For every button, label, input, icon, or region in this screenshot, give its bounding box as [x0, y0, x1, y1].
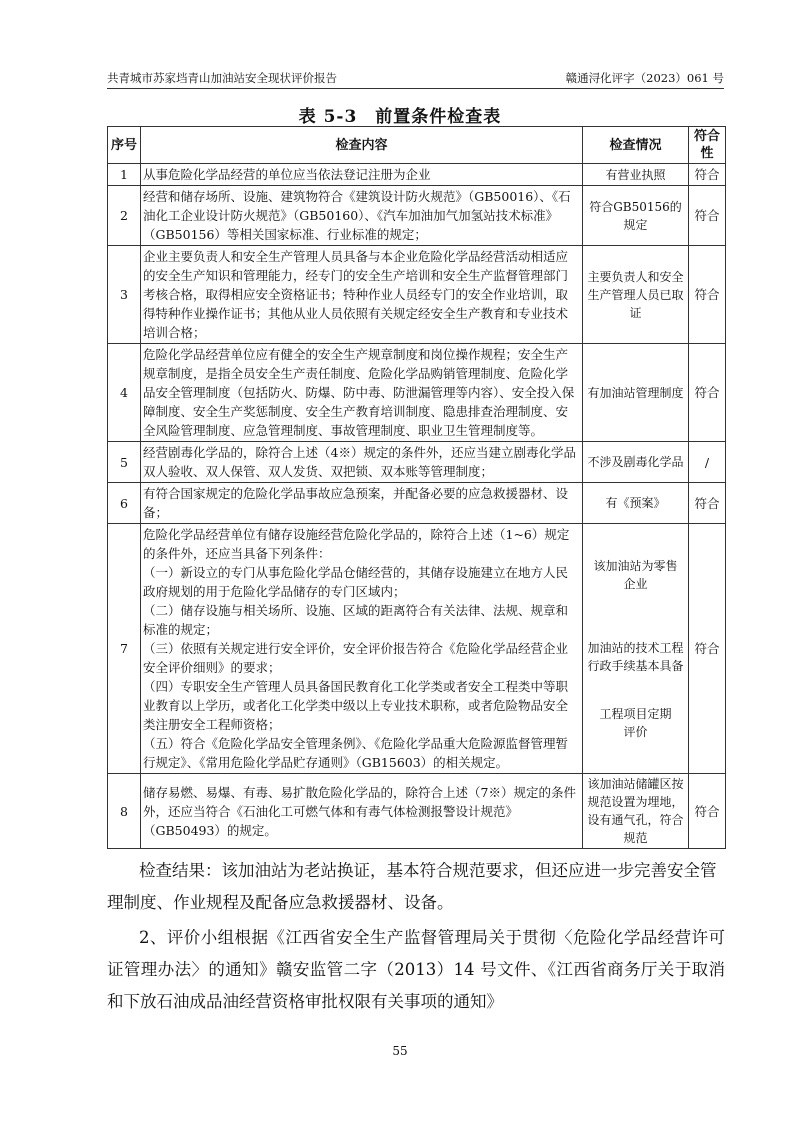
row-content-line: （三）依照有关规定进行安全评价，安全评价报告符合《危险化学品经营企业安全评价细则》的要求； [143, 641, 569, 675]
table-row [108, 774, 726, 849]
row-status: 有营业执照 [583, 164, 689, 186]
row-result: 符合 [689, 186, 726, 246]
row-status-line: 工程项目定期评价 [599, 706, 672, 739]
row-content-line: （四）专职安全生产管理人员具备国民教育化工化学类或者安全工程类中等职业教育以上学历，或者化工化学类中级以上专业技术职称，或者危险物品安全类注册安全工程师资格； [143, 679, 569, 732]
page-number: 55 [392, 1044, 408, 1058]
table-row [108, 186, 726, 246]
row-result: 符合 [689, 483, 726, 524]
col-header-no: 序号 [108, 127, 141, 164]
row-content-line: （二）储存设施与相关场所、设施、区域的距离符合有关法律、法规、规章和标准的规定； [143, 603, 569, 637]
row-number: 3 [108, 246, 141, 344]
row-status: 符合GB50156的规定 [583, 186, 689, 246]
row-number: 2 [108, 186, 141, 246]
table-row [108, 524, 726, 774]
page-header [107, 66, 724, 89]
table-header-row [108, 127, 726, 164]
check-conclusion: 检查结果：该加油站为老站换证，基本符合规范要求，但还应进一步完善安全管理制度、作业规程及配备应急救援器材、设备。 [107, 861, 717, 912]
row-status-line: 加油站的技术工程行政手续基本具备 [587, 640, 684, 673]
row-content: 经营剧毒化学品的，除符合上述（4※）规定的条件外，还应当建立剧毒化学品双人验收、双人保管、双人发货、双把锁、双本账等管理制度； [141, 442, 583, 483]
row-content: 有符合国家规定的危险化学品事故应急预案，并配备必要的应急救援器材、设备； [141, 483, 583, 524]
row-status: 有《预案》 [583, 483, 689, 524]
row-status: 有加油站管理制度 [583, 344, 689, 442]
body-paragraph: 2、评价小组根据《江西省安全生产监督管理局关于贯彻〈危险化学品经营许可证管理办法〉的通知》赣安监管二字（2013）14 号文件、《江西省商务厅关于取消和下放石油成品油经营资格审批权限有关事项的通知》 [107, 928, 725, 1011]
row-content: 企业主要负责人和安全生产管理人员具备与本企业危险化学品经营活动相适应的安全生产知识和管理能力，经专门的安全生产培训和安全生产监督管理部门考核合格，取得相应安全资格证书；特种作业人员经专门的安全作业培训，取得特种作业操作证书；其他从业人员依照有关规定经安全生产教育和专业技术培训合格； [141, 246, 583, 344]
row-content-line: （五）符合《危险化学品安全管理条例》、《危险化学品重大危险源监督管理暂行规定》、《常用危险化学品贮存通则》（GB15603）的相关规定。 [143, 736, 569, 770]
table-row [108, 164, 726, 186]
row-content-line: 危险化学品经营单位有储存设施经营危险化学品的，除符合上述（1~6）规定的条件外，还应当具备下列条件： [143, 527, 570, 561]
row-content: 经营和储存场所、设施、建筑物符合《建筑设计防火规范》（GB50016）、《石油化工企业设计防火规范》（GB50160）、《汽车加油加气加氢站技术标准》（GB50156）等相关国家标准、行业标准的规定； [141, 186, 583, 246]
row-content: 从事危险化学品经营的单位应当依法登记注册为企业 [141, 164, 583, 186]
row-status: 主要负责人和安全生产管理人员已取证 [583, 246, 689, 344]
row-number: 8 [108, 774, 141, 849]
header-report-number: 赣通浔化评字（2023）061 号 [565, 71, 724, 85]
row-result: 符合 [689, 164, 726, 186]
row-number: 6 [108, 483, 141, 524]
row-result: 符合 [689, 524, 726, 774]
row-content [141, 524, 583, 774]
precondition-check-table [107, 126, 726, 849]
row-number: 7 [108, 524, 141, 774]
table-row [108, 246, 726, 344]
row-number: 1 [108, 164, 141, 186]
row-status [583, 524, 689, 774]
row-number: 5 [108, 442, 141, 483]
table-row [108, 442, 726, 483]
header-report-title: 共青城市苏家垱青山加油站安全现状评价报告 [107, 71, 337, 85]
row-result: 符合 [689, 246, 726, 344]
row-number: 4 [108, 344, 141, 442]
row-status: 该加油站储罐区按规范设置为埋地，设有通气孔，符合规范 [583, 774, 689, 849]
row-result: 符合 [689, 344, 726, 442]
table-row [108, 344, 726, 442]
row-content-line: （一）新设立的专门从事危险化学品仓储经营的，其储存设施建立在地方人民政府规划的用于危险化学品储存的专门区域内； [143, 565, 569, 599]
row-result: / [689, 442, 726, 483]
row-content: 储存易燃、易爆、有毒、易扩散危险化学品的，除符合上述（7※）规定的条件外，还应当符合《石油化工可燃气体和有毒气体检测报警设计规范》（GB50493）的规定。 [141, 774, 583, 849]
table-row [108, 483, 726, 524]
col-header-status: 检查情况 [583, 127, 689, 164]
col-header-content: 检查内容 [141, 127, 583, 164]
row-result: 符合 [689, 774, 726, 849]
row-status-line: 该加油站为零售企业 [593, 558, 678, 591]
col-header-result: 符合性 [689, 127, 726, 164]
table-title: 表 5-3 前置条件检查表 [298, 107, 502, 127]
row-status: 不涉及剧毒化学品 [583, 442, 689, 483]
row-content: 危险化学品经营单位应有健全的安全生产规章制度和岗位操作规程；安全生产规章制度，是指全员安全生产责任制度、危险化学品购销管理制度、危险化学品安全管理制度（包括防火、防爆、防中毒、防泄漏管理等内容）、安全投入保障制度、安全生产奖惩制度、安全生产教育培训制度、隐患排查治理制度、安全风险管理制度、应急管理制度、事故管理制度、职业卫生管理制度等。 [141, 344, 583, 442]
